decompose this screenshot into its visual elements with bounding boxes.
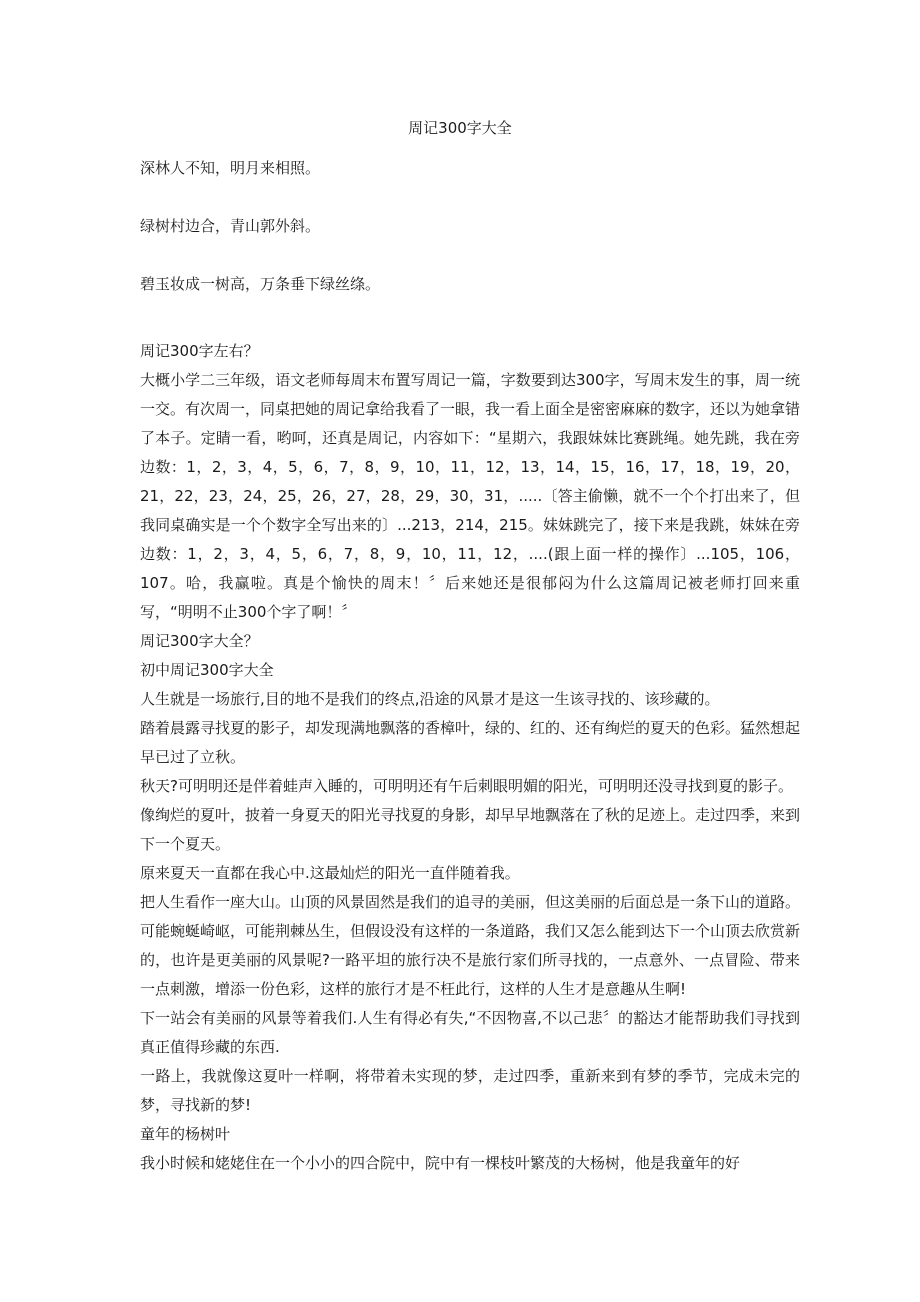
document-body <box>140 154 800 1178</box>
paragraph-summer-in-heart: 原来夏天一直都在我心中.这最灿烂的阳光一直伴随着我。 <box>140 864 520 882</box>
poem-line-1: 深林人不知，明月来相照。 <box>140 159 321 177</box>
paragraph-jump-rope-story: 大概小学二三年级，语文老师每周末布置写周记一篇，字数要到达300字，写周末发生的事，周一统一交。有次周一，同桌把她的周记拿给我看了一眼，我一看上面全是密密麻麻的数字，还以为她拿错了本子。定睛一看，哟呵，还真是周记，内容如下：“星期六，我跟妹妹比赛跳绳。她先跳，我在旁边数：1，2，3，4，5，6，7，8，9，10，11，12，13，14，15，16，17，18，19，20，21，22，23，24，25，26，27，28，29，30，31，.....〔答主偷懒，就不一个个打出来了，但我同桌确实是一个个数字全写出来的〕...213，214，215。妹妹跳完了，接下来是我跳，妹妹在旁边数：1，2，3，4，5，6，7，8，9，10，11，12，....(跟上面一样的操作〕...105，106，107。哈，我赢啦。真是个愉快的周末！〞后来她还是很郁闷为什么这篇周记被老师打回来重写，“明明不止300个字了啊！〞 <box>140 371 801 621</box>
heading-childhood-poplar-leaves: 童年的杨树叶 <box>140 1125 231 1143</box>
paragraph-courtyard: 我小时候和姥姥住在一个小小的四合院中，院中有一棵枝叶繁茂的大杨树，他是我童年的好 <box>140 1154 741 1172</box>
paragraph-mountain: 把人生看作一座大山。山顶的风景固然是我们的追寻的美丽，但这美丽的后面总是一条下山的道路。可能蜿蜒崎岖，可能荆棘丛生，但假设没有这样的一条道路，我们又怎么能到达下一个山顶去欣赏新的，也许是更美丽的风景呢?一路平坦的旅行决不是旅行家们所寻找的，一点意外、一点冒险、带来一点刺激，增添一份色彩，这样的旅行才是不枉此行，这样的人生才是意趣从生啊! <box>140 893 801 998</box>
spacer <box>140 328 800 337</box>
heading-weekly-collection-question: 周记300字大全？ <box>140 632 259 650</box>
poem-line-3: 碧玉妆成一树高，万条垂下绿丝绦。 <box>140 275 381 293</box>
paragraph-along-the-way: 一路上，我就像这夏叶一样啊，将带着未实现的梦，走过四季，重新来到有梦的季节，完成未完的梦，寻找新的梦! <box>140 1067 800 1114</box>
document-title: 周记300字大全 <box>408 119 512 137</box>
paragraph-autumn: 秋天?可明明还是伴着蛙声入睡的，可明明还有午后刺眼明媚的阳光，可明明还没寻找到夏的影子。 <box>140 777 793 795</box>
paragraph-morning-dew: 踏着晨露寻找夏的影子，却发现满地飘落的香樟叶，绿的、红的、还有绚烂的夏天的色彩。猛然想起早已过了立秋。 <box>140 719 801 766</box>
heading-weekly-300-question: 周记300字左右？ <box>140 342 259 360</box>
paragraph-next-stop: 下一站会有美丽的风景等着我们.人生有得必有失,“不因物喜,不以己悲〞的豁达才能帮助我们寻找到真正值得珍藏的东西. <box>140 1009 800 1056</box>
heading-junior-high-weekly: 初中周记300字大全 <box>140 661 274 679</box>
paragraph-life-journey: 人生就是一场旅行,目的地不是我们的终点,沿途的风景才是这一生该寻找的、该珍藏的。 <box>140 690 720 708</box>
paragraph-summer-leaf: 像绚烂的夏叶，披着一身夏天的阳光寻找夏的身影，却早早地飘落在了秋的足迹上。走过四季，来到下一个夏天。 <box>140 806 801 853</box>
poem-line-2: 绿树村边合，青山郭外斜。 <box>140 217 321 235</box>
